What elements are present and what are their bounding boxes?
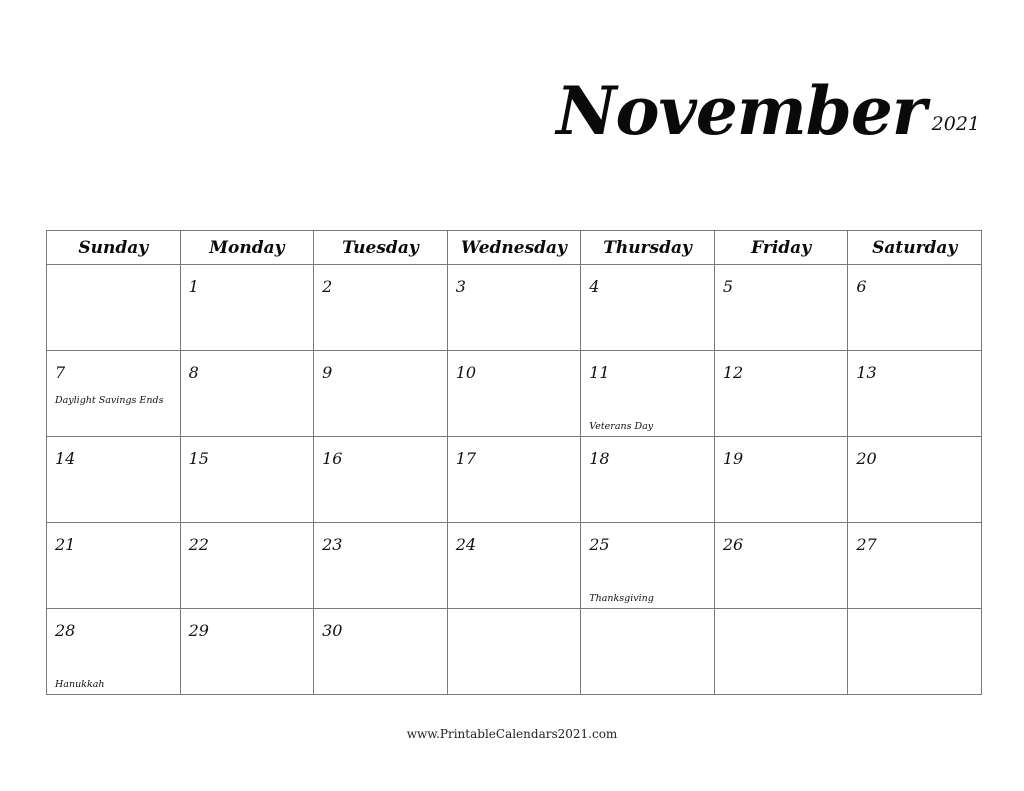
weekday-thursday: Thursday [581, 231, 715, 265]
week-row [47, 351, 982, 437]
holiday-label: Daylight Savings Ends [55, 395, 164, 406]
day-cell [314, 609, 448, 695]
day-cell [581, 609, 715, 695]
day-number: 6 [856, 277, 867, 296]
day-cell [581, 265, 715, 351]
month-title: November [556, 72, 926, 150]
day-cell [47, 265, 181, 351]
day-number: 8 [188, 363, 199, 382]
day-number: 16 [322, 449, 343, 468]
day-cell [180, 351, 314, 437]
year-title: 2021 [931, 113, 980, 135]
day-cell [848, 265, 982, 351]
day-cell [581, 351, 715, 437]
day-cell [714, 523, 848, 609]
day-number: 23 [322, 535, 343, 554]
calendar-grid [46, 230, 982, 695]
day-cell [180, 609, 314, 695]
day-cell [447, 609, 581, 695]
week-row [47, 609, 982, 695]
week-row [47, 523, 982, 609]
day-number: 28 [55, 621, 76, 640]
day-number: 24 [455, 535, 477, 554]
day-number: 9 [322, 363, 333, 382]
day-cell [180, 437, 314, 523]
weekday-sunday: Sunday [47, 231, 181, 265]
footer-url: www.PrintableCalendars2021.com [406, 727, 618, 741]
week-row [47, 265, 982, 351]
day-number: 27 [856, 535, 877, 554]
day-cell [47, 351, 181, 437]
day-number: 14 [55, 449, 76, 468]
day-number: 22 [188, 535, 209, 554]
holiday-label: Thanksgiving [589, 593, 654, 604]
day-cell [714, 609, 848, 695]
day-number: 4 [589, 277, 600, 296]
day-cell [848, 609, 982, 695]
day-cell [314, 265, 448, 351]
holiday-label: Veterans Day [589, 421, 654, 432]
day-cell [314, 437, 448, 523]
day-number: 12 [722, 363, 744, 382]
day-cell [447, 437, 581, 523]
day-cell [47, 437, 181, 523]
weekday-wednesday: Wednesday [447, 231, 581, 265]
day-cell [180, 265, 314, 351]
day-number: 13 [856, 363, 877, 382]
weekday-header-row [47, 231, 982, 265]
day-cell [314, 351, 448, 437]
day-cell [581, 523, 715, 609]
day-number: 30 [322, 621, 343, 640]
day-cell [47, 523, 181, 609]
day-cell [848, 351, 982, 437]
day-number: 3 [455, 277, 466, 296]
day-number: 7 [55, 363, 66, 382]
weekday-friday: Friday [714, 231, 848, 265]
day-cell [848, 523, 982, 609]
day-number: 25 [589, 535, 610, 554]
day-cell [47, 609, 181, 695]
day-number: 19 [722, 449, 744, 468]
day-number: 11 [589, 363, 610, 382]
day-cell [447, 351, 581, 437]
day-number: 1 [188, 277, 199, 296]
day-cell [447, 523, 581, 609]
day-number: 18 [589, 449, 610, 468]
day-cell [447, 265, 581, 351]
weekday-monday: Monday [180, 231, 314, 265]
day-number: 26 [722, 535, 744, 554]
day-number: 15 [188, 449, 209, 468]
day-cell [714, 265, 848, 351]
day-cell [848, 437, 982, 523]
weekday-saturday: Saturday [848, 231, 982, 265]
day-number: 10 [455, 363, 477, 382]
day-cell [581, 437, 715, 523]
day-number: 21 [55, 535, 76, 554]
day-cell [314, 523, 448, 609]
day-number: 20 [856, 449, 877, 468]
day-cell [714, 437, 848, 523]
weekday-tuesday: Tuesday [314, 231, 448, 265]
day-number: 2 [322, 277, 333, 296]
calendar-title [556, 72, 980, 150]
day-cell [714, 351, 848, 437]
calendar-body [47, 265, 982, 695]
day-cell [180, 523, 314, 609]
week-row [47, 437, 982, 523]
holiday-label: Hanukkah [55, 679, 105, 690]
day-number: 29 [188, 621, 209, 640]
day-number: 17 [455, 449, 477, 468]
day-number: 5 [722, 277, 733, 296]
